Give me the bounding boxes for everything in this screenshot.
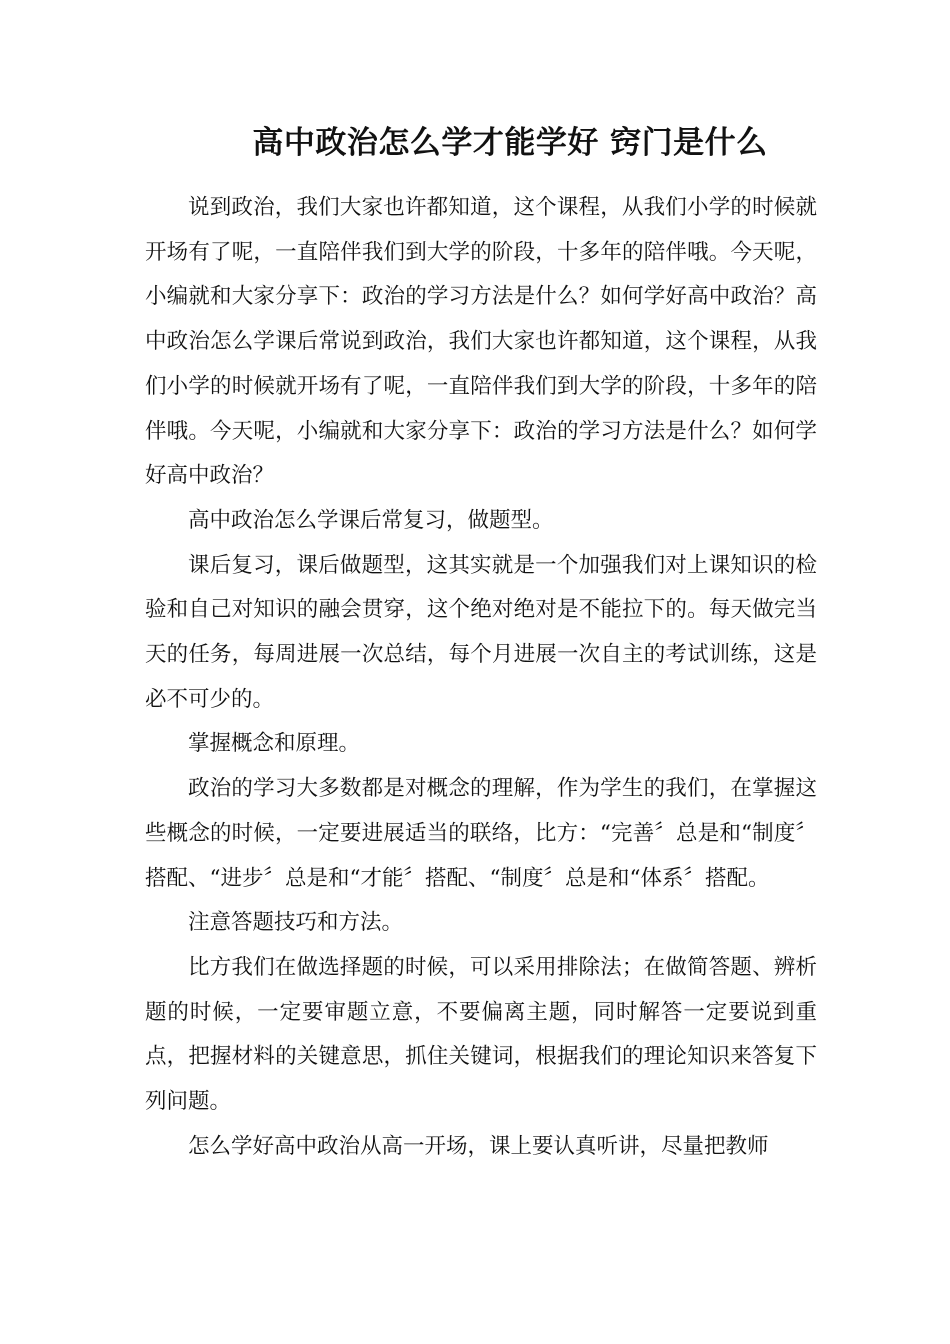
paragraph-techniques: 比方我们在做选择题的时候，可以采用排除法；在做简答题、辨析题的时候，一定要审题立意，不要偏离主题，同时解答一定要说到重点，把握材料的关键意思，抓住关键词，根据我们的理论知识来答复下列问题。: [145, 954, 817, 1115]
paragraph-heading-review: 高中政治怎么学课后常复习，做题型。: [188, 507, 554, 533]
paragraph-intro: 说到政治，我们大家也许都知道，这个课程，从我们小学的时候就开场有了呢，一直陪伴我们到大学的阶段，十多年的陪伴哦。今天呢，小编就和大家分享下：政治的学习方法是什么？如何学好高中政治？高中政治怎么学课后常说到政治，我们大家也许都知道，这个课程，从我们小学的时候就开场有了呢，一直陪伴我们到大学的阶段，十多年的陪伴哦。今天呢，小编就和大家分享下：政治的学习方法是什么？如何学好高中政治？: [145, 195, 817, 489]
paragraph-heading-concepts: 掌握概念和原理。: [188, 731, 361, 757]
document-body: [145, 186, 817, 1169]
paragraph-concepts: 政治的学习大多数都是对概念的理解，作为学生的我们，在掌握这些概念的时候，一定要进展适当的联络，比方：“完善〞总是和“制度〞搭配、“进步〞总是和“才能〞搭配、“制度〞总是和“体系〞搭配。: [145, 776, 817, 891]
paragraph-closing: 怎么学好高中政治从高一开场，课上要认真听讲，尽量把教师: [188, 1133, 769, 1159]
paragraph-review: 课后复习，课后做题型，这其实就是一个加强我们对上课知识的检验和自己对知识的融会贯穿，这个绝对绝对是不能拉下的。每天做完当天的任务，每周进展一次总结，每个月进展一次自主的考试训练，这是必不可少的。: [145, 552, 817, 712]
document-title: 高中政治怎么学才能学好 窍门是什么: [252, 125, 768, 161]
paragraph-heading-techniques: 注意答题技巧和方法。: [188, 910, 404, 936]
